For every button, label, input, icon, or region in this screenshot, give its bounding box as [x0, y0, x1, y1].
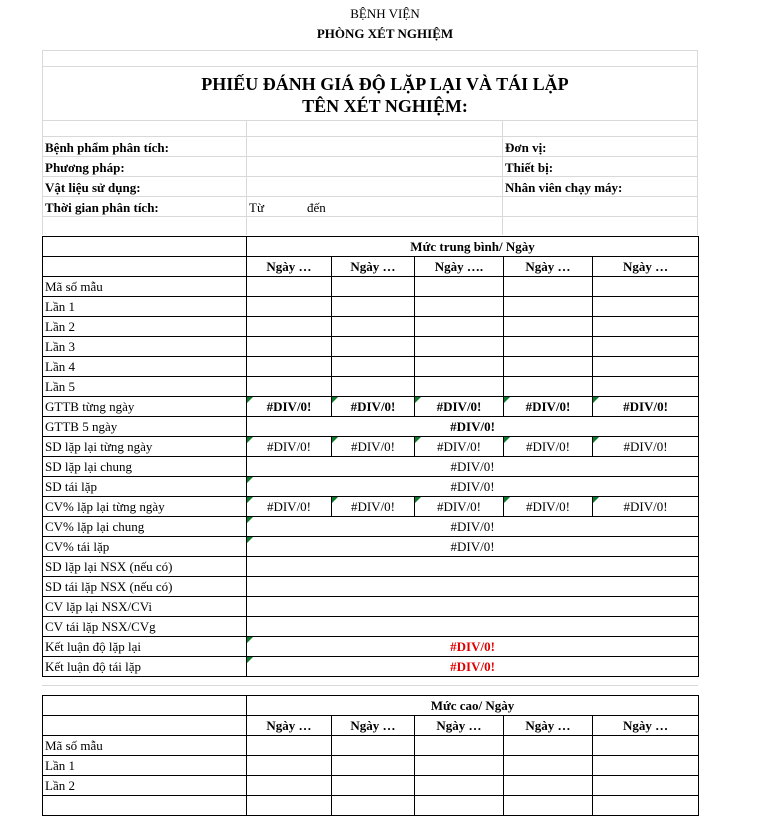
formula-cell[interactable]: #DIV/0!: [593, 437, 699, 457]
formula-cell[interactable]: #DIV/0!: [247, 537, 699, 557]
test-name-title: TÊN XÉT NGHIỆM:: [302, 96, 468, 116]
formula-cell[interactable]: #DIV/0!: [247, 497, 332, 517]
row-label: Lần 2: [43, 317, 247, 337]
row-label: CV% lặp lại từng ngày: [43, 497, 247, 517]
medium-level-table: [42, 236, 699, 677]
specimen-label: Bệnh phẩm phân tích:: [45, 140, 169, 155]
department-name: PHÒNG XÉT NGHIỆM: [316, 26, 454, 41]
formula-cell[interactable]: #DIV/0!: [415, 437, 504, 457]
formula-cell[interactable]: #DIV/0!: [247, 397, 332, 417]
formula-cell[interactable]: #DIV/0!: [332, 397, 415, 417]
formula-cell[interactable]: #DIV/0!: [504, 497, 593, 517]
analysis-time-label: Thời gian phân tích:: [45, 200, 159, 215]
formula-cell[interactable]: #DIV/0!: [332, 437, 415, 457]
day-header: Ngày …: [332, 257, 415, 277]
row-label: [43, 796, 247, 816]
table-corner: [43, 237, 247, 257]
level-header: Mức trung bình/ Ngày: [247, 237, 699, 257]
day-header: Ngày …: [593, 257, 699, 277]
row-label: SD tái lặp NSX (nếu có): [43, 577, 247, 597]
to-label: đến: [307, 200, 326, 215]
day-header: Ngày …: [504, 257, 593, 277]
row-label: Kết luận độ tái lặp: [43, 657, 247, 677]
unit-label: Đơn vị:: [505, 140, 547, 155]
row-label: GTTB từng ngày: [43, 397, 247, 417]
conclusion-cell[interactable]: #DIV/0!: [247, 657, 699, 677]
row-label: Lần 4: [43, 357, 247, 377]
row-label: CV tái lặp NSX/CVg: [43, 617, 247, 637]
day-header: Ngày …: [247, 257, 332, 277]
row-label: Mã số mẫu: [43, 277, 247, 297]
row-label: SD tái lặp: [43, 477, 247, 497]
row-label: Kết luận độ lặp lại: [43, 637, 247, 657]
row-label: CV% tái lặp: [43, 537, 247, 557]
high-level-table: [42, 695, 699, 816]
formula-cell[interactable]: #DIV/0!: [332, 497, 415, 517]
formula-cell[interactable]: #DIV/0!: [504, 437, 593, 457]
row-label: Lần 1: [43, 756, 247, 776]
day-header: Ngày …: [593, 716, 699, 736]
row-label: GTTB 5 ngày: [43, 417, 247, 437]
formula-cell[interactable]: #DIV/0!: [247, 477, 699, 497]
day-header: Ngày ….: [415, 257, 504, 277]
formula-cell[interactable]: #DIV/0!: [593, 497, 699, 517]
row-label: SD lặp lại từng ngày: [43, 437, 247, 457]
day-header: Ngày …: [415, 716, 504, 736]
from-label: Từ: [249, 200, 264, 215]
day-header: Ngày …: [247, 716, 332, 736]
material-label: Vật liệu sử dụng:: [45, 180, 141, 195]
row-label: Mã số mẫu: [43, 736, 247, 756]
row-label: Lần 3: [43, 337, 247, 357]
method-label: Phương pháp:: [45, 160, 125, 175]
row-label: Lần 2: [43, 776, 247, 796]
row-label: SD lặp lại NSX (nếu có): [43, 557, 247, 577]
operator-label: Nhân viên chạy máy:: [505, 180, 623, 195]
formula-cell[interactable]: #DIV/0!: [247, 457, 699, 477]
form-title: PHIẾU ĐÁNH GIÁ ĐỘ LẶP LẠI VÀ TÁI LẶP: [201, 74, 569, 94]
level-header: Mức cao/ Ngày: [247, 696, 699, 716]
row-label: CV lặp lại NSX/CVi: [43, 597, 247, 617]
day-header: Ngày …: [504, 716, 593, 736]
formula-cell[interactable]: #DIV/0!: [247, 417, 699, 437]
formula-cell[interactable]: #DIV/0!: [415, 497, 504, 517]
formula-cell[interactable]: #DIV/0!: [247, 517, 699, 537]
formula-cell[interactable]: #DIV/0!: [247, 437, 332, 457]
formula-cell[interactable]: #DIV/0!: [593, 397, 699, 417]
row-label: SD lặp lại chung: [43, 457, 247, 477]
day-header: Ngày …: [332, 716, 415, 736]
row-label: CV% lặp lại chung: [43, 517, 247, 537]
org-name: BỆNH VIỆN: [350, 6, 420, 21]
formula-cell[interactable]: #DIV/0!: [504, 397, 593, 417]
conclusion-cell[interactable]: #DIV/0!: [247, 637, 699, 657]
formula-cell[interactable]: #DIV/0!: [415, 397, 504, 417]
device-label: Thiết bị:: [505, 160, 554, 175]
row-label: Lần 5: [43, 377, 247, 397]
row-label: Lần 1: [43, 297, 247, 317]
